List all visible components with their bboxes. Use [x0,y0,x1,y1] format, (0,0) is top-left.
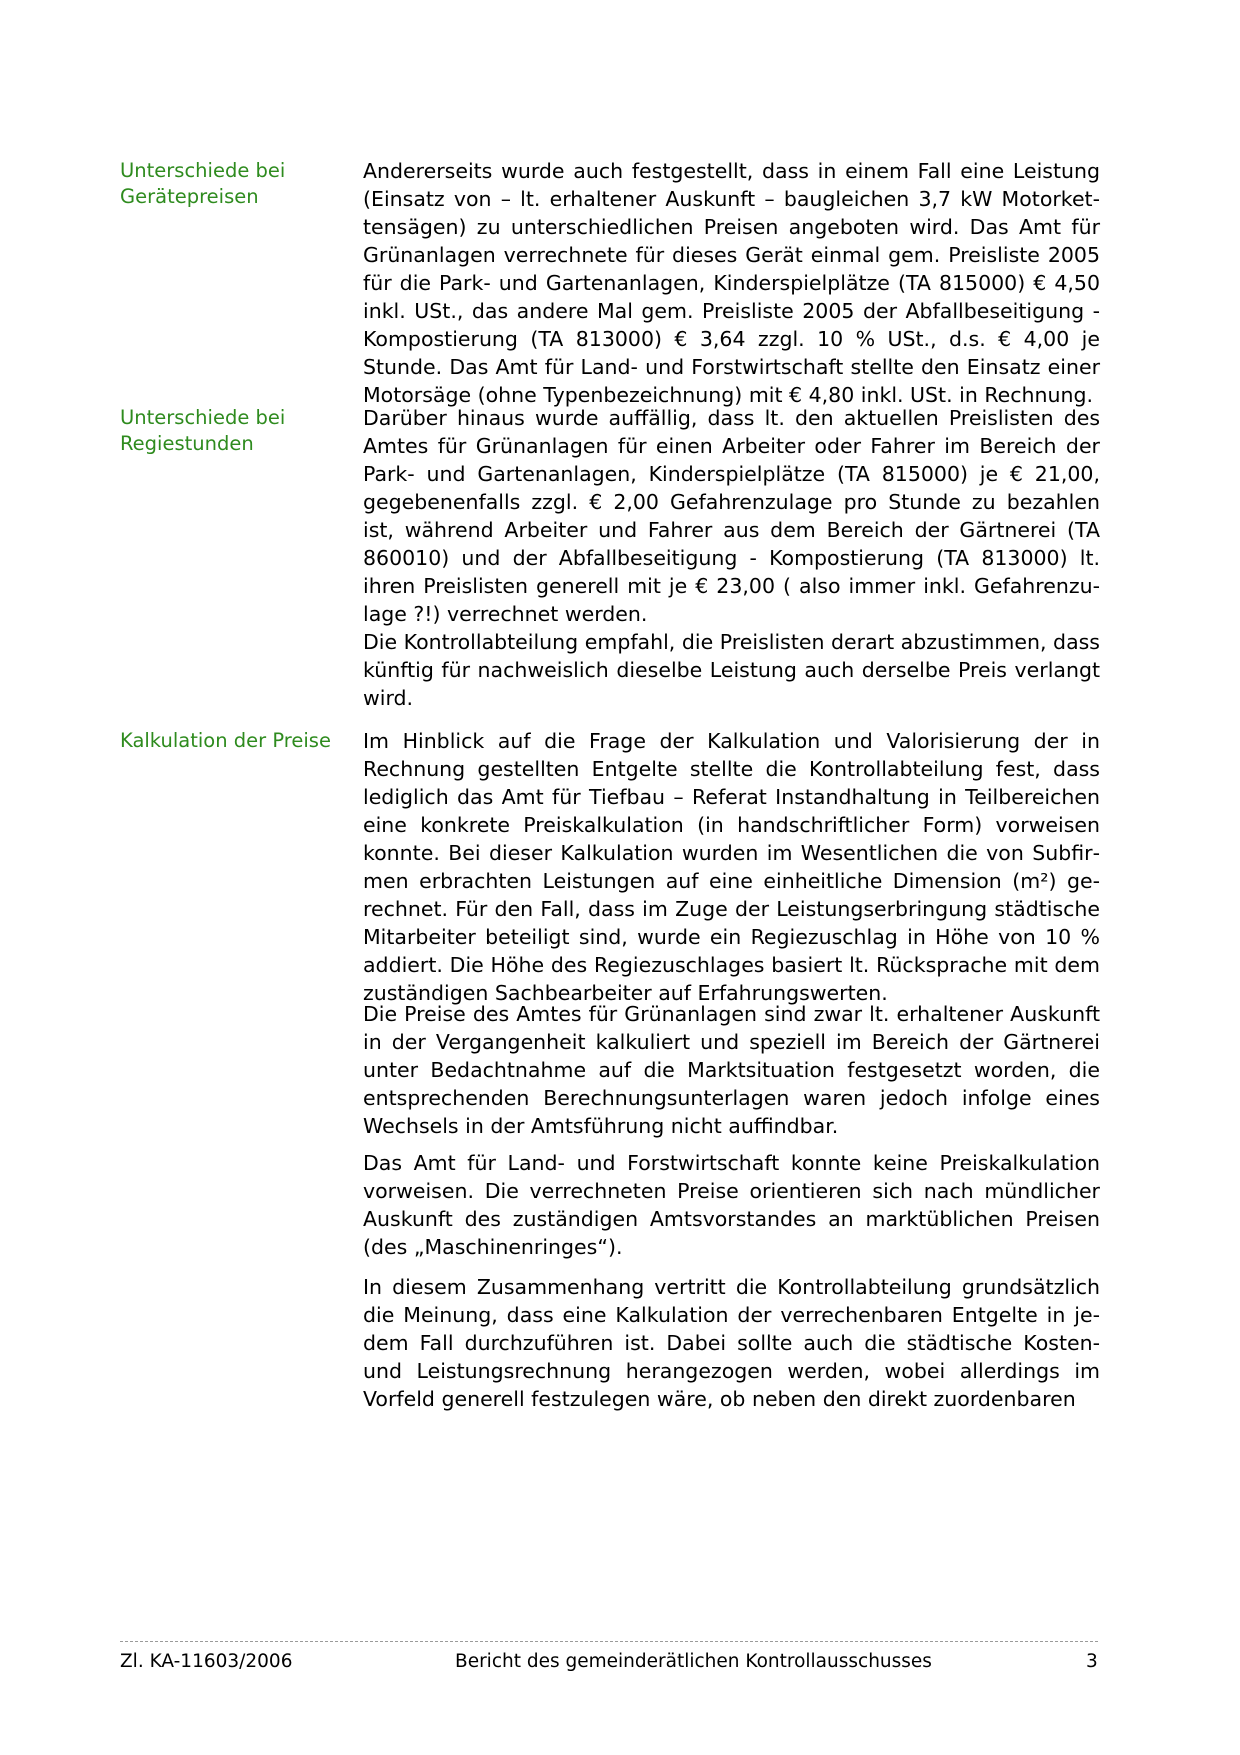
paragraph-forstwirtschaft: Das Amt für Land- und Forstwirtschaft konnte keine Preiskalkulation vorweisen. Die verrechneten Preise orientieren sich nach mündlicher Auskunft des zuständigen Amtsvorstandes an marktüblichen Preisen (des „Maschinenringes“). [363,1151,1100,1259]
page-number: 3 [1086,1651,1098,1672]
footer-divider [120,1641,1098,1642]
paragraph-kalkulation: Im Hinblick auf die Frage der Kalkulation und Valorisierung der in Rechnung gestellten Entgelte stellte die Kontrollabteilung fest, dass lediglich das Amt für Tiefbau – Referat Instandhaltung in Teilbereichen eine konkrete Preiskalkulation (in handschriftlicher Form) vorweisen konnte. Bei dieser Kalkulation wurden im Wesentlichen die von Subfirmen erbrachten Leistungen auf eine einheitliche Dimension (m²) gerechnet. Für den Fall, dass im Zuge der Leistungserbringung städtische Mitarbeiter beteiligt sind, wurde ein Regiezuschlag in Höhe von 10 % addiert. Die Höhe des Regiezuschlages basiert lt. Rücksprache mit dem zuständigen Sachbearbeiter auf Erfahrungswerten. [363,729,1100,1005]
margin-note-regiestunden: Unterschiede bei Regiestunden [120,406,286,455]
footer-title: Bericht des gemeinderätlichen Kontrollausschusses [455,1651,932,1672]
margin-note-geraetepreise: Unterschiede bei Gerätepreisen [120,159,286,208]
paragraph-geraetepreise: Andererseits wurde auch festgestellt, dass in einem Fall eine Leistung (Einsatz von – lt. erhaltener Auskunft – baugleichen 3,7 kW Motorkettensägen) zu unterschiedlichen Preisen angeboten wird. Das Amt für Grünanlagen verrechnete für dieses Gerät einmal gem. Preisliste 2005 für die Park- und Gartenanlagen, Kinderspielplätze (TA 815000) € 4,50 inkl. USt., das andere Mal gem. Preisliste 2005 der Abfallbeseitigung - Kompostierung (TA 813000) € 3,64 zzgl. 10 % USt., d.s. € 4,00 je Stunde. Das Amt für Land- und Forstwirtschaft stellte den Einsatz einer Motorsäge (ohne Typenbezeichnung) mit € 4,80 inkl. USt. in Rechnung. [363,159,1100,407]
footer-reference: Zl. KA-11603/2006 [120,1651,293,1672]
paragraph-regiestunden: Darüber hinaus wurde auffällig, dass lt. den aktuellen Preislisten des Amtes für Grünanlagen für einen Arbeiter oder Fahrer im Bereich der Park- und Gartenanlagen, Kinderspielplätze (TA 815000) je € 21,00, gegebenenfalls zzgl. € 2,00 Gefahrenzulage pro Stunde zu bezahlen ist, während Arbeiter und Fahrer aus dem Bereich der Gärtnerei (TA 860010) und der Abfallbeseitigung - Kompostierung (TA 813000) lt. ihren Preislisten generell mit je € 23,00 ( also immer inkl. Gefahrenzulage ?!) verrechnet werden. [363,406,1100,626]
paragraph-gruenanlagen: Die Preise des Amtes für Grünanlagen sind zwar lt. erhaltener Auskunft in der Vergangenheit kalkuliert und speziell im Bereich der Gärtnerei unter Bedachtnahme auf die Marktsituation festgesetzt worden, die entsprechenden Berechnungsunterlagen waren jedoch infolge eines Wechsels in der Amtsführung nicht auffindbar. [363,1002,1100,1138]
paragraph-zusammenhang: In diesem Zusammenhang vertritt die Kontrollabteilung grundsätzlich die Meinung, dass eine Kalkulation der verrechenbaren Entgelte in jedem Fall durchzuführen ist. Dabei sollte auch die städtische Kosten- und Leistungsrechnung herangezogen werden, wobei allerdings im Vorfeld generell festzulegen wäre, ob neben den direkt zuordenbaren [363,1275,1100,1411]
paragraph-empfehlung: Die Kontrollabteilung empfahl, die Preislisten derart abzustimmen, dass künftig für nachweislich dieselbe Leistung auch derselbe Preis verlangt wird. [363,630,1100,710]
margin-note-kalkulation: Kalkulation der Preise [120,729,331,752]
